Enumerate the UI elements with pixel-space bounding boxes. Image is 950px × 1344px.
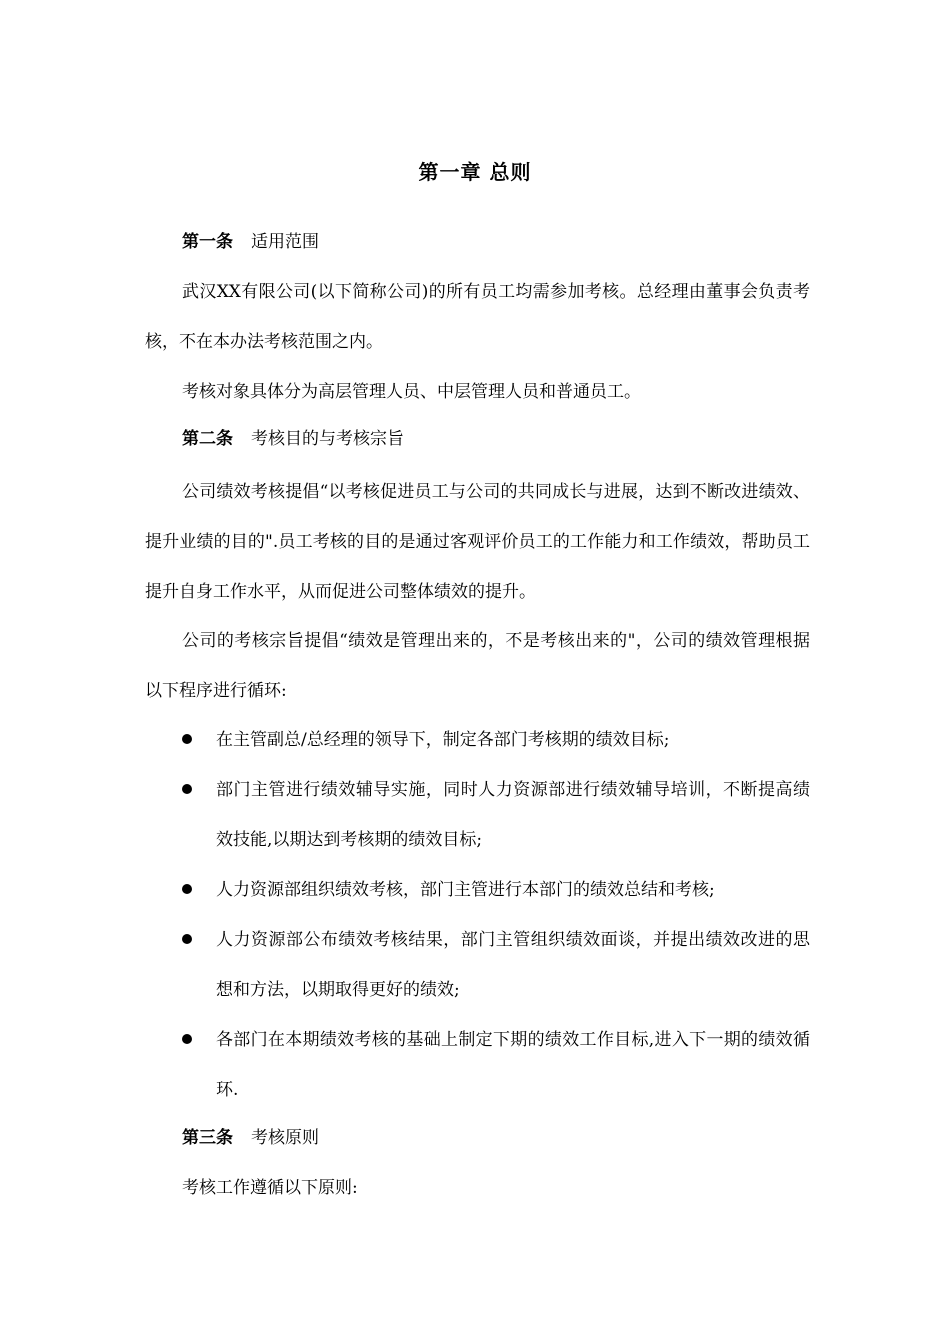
chapter-title: 第一章 总则	[418, 160, 532, 184]
bullet-icon	[182, 934, 192, 944]
article-1-name: 适用范围	[251, 232, 319, 252]
article-3-number: 第三条	[182, 1128, 233, 1148]
performance-cycle-list	[182, 715, 810, 1115]
bullet-icon	[182, 884, 192, 894]
bullet-icon	[182, 734, 192, 744]
article-2-paragraph-2: 公司的考核宗旨提倡“绩效是管理出来的，不是考核出来的"，公司的绩效管理根据以下程序进行循环:	[145, 631, 810, 701]
list-item	[182, 1015, 810, 1115]
bullet-icon	[182, 1034, 192, 1044]
article-2-heading	[182, 414, 404, 464]
list-item-text: 在主管副总/总经理的领导下，制定各部门考核期的绩效目标;	[216, 730, 670, 750]
article-3-paragraph-1: 考核工作遵循以下原则:	[182, 1178, 358, 1198]
list-item	[182, 715, 810, 765]
article-2-name: 考核目的与考核宗旨	[251, 429, 404, 449]
article-1-paragraph-1: 武汉XX有限公司(以下简称公司)的所有员工均需参加考核。总经理由董事会负责考核，不在本办法考核范围之内。	[145, 282, 810, 352]
article-2-number: 第二条	[182, 429, 233, 449]
list-item	[182, 765, 810, 865]
list-item-text: 部门主管进行绩效辅导实施，同时人力资源部进行绩效辅导培训，不断提高绩效技能,以期达到考核期的绩效目标;	[216, 780, 810, 850]
article-1-heading	[182, 217, 319, 267]
article-1-paragraph-2: 考核对象具体分为高层管理人员、中层管理人员和普通员工。	[182, 382, 641, 402]
list-item-text: 各部门在本期绩效考核的基础上制定下期的绩效工作目标,进入下一期的绩效循环.	[216, 1030, 810, 1100]
list-item-text: 人力资源部组织绩效考核，部门主管进行本部门的绩效总结和考核;	[216, 880, 715, 900]
list-item	[182, 865, 810, 915]
article-3-name: 考核原则	[251, 1128, 319, 1148]
list-item	[182, 915, 810, 1015]
article-2-paragraph-1: 公司绩效考核提倡“以考核促进员工与公司的共同成长与进展，达到不断改进绩效、提升业绩的目的".员工考核的目的是通过客观评价员工的工作能力和工作绩效，帮助员工提升自身工作水平，从而促进公司整体绩效的提升。	[145, 482, 810, 602]
bullet-icon	[182, 784, 192, 794]
list-item-text: 人力资源部公布绩效考核结果，部门主管组织绩效面谈，并提出绩效改进的思想和方法，以期取得更好的绩效;	[216, 930, 810, 1000]
article-1-number: 第一条	[182, 232, 233, 252]
article-3-heading	[182, 1113, 319, 1163]
